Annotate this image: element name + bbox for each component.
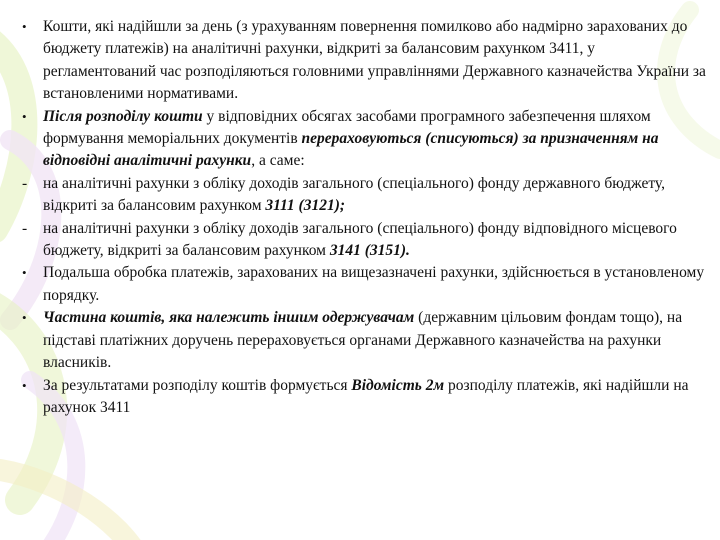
item-text [43, 307, 706, 374]
item-text-part: на аналітичні рахунки з обліку доходів загального (спеціального) фонду державного бюджету, відкриті за балансовим рахунком [43, 174, 665, 215]
item-text [43, 173, 706, 218]
dash-marker: - [22, 174, 28, 192]
bullet-marker: • [22, 108, 27, 124]
list-item [22, 307, 706, 374]
emphasis-text: Частина коштів, яка належить іншим одержувачам [43, 309, 415, 327]
account-number: 3141 (3151). [329, 242, 410, 260]
item-text: Кошти, які надійшли за день (з урахуванням повернення помилково або надмірно зарахованих до бюджету платежів) на аналітичні рахунки, відкриті за балансовим рахунком 3411, у регламентований час розподіляються головними управліннями Державного казначейства України за встановленими нормативами. [43, 18, 706, 103]
bullet-marker: • [22, 310, 27, 326]
item-text-part: у відповідних обсягах засобами програмного забезпечення шляхом формування меморіальних документів [43, 107, 651, 148]
item-text-part: розподілу платежів, які надійшли на рахунок 3411 [43, 376, 689, 416]
bullet-marker: • [22, 377, 27, 393]
item-text: Подальша обробка платежів, зарахованих на вищезазначені рахунки, здійснюється в установленому порядку. [43, 264, 705, 304]
account-number: 3111 (3121); [265, 197, 346, 215]
emphasis-text: Відомість 2м [351, 376, 445, 394]
list-item [22, 218, 706, 263]
list-item [22, 16, 706, 106]
item-text [43, 218, 706, 263]
dash-marker: - [22, 219, 28, 237]
emphasis-text: перераховуються (списуються) за призначенням на відповідні аналітичні рахунки [43, 130, 659, 170]
bullet-list [22, 16, 706, 419]
item-text [43, 375, 706, 420]
bullet-marker: • [22, 19, 27, 34]
emphasis-text: Після розподілу кошти [43, 107, 203, 125]
list-item [22, 106, 706, 173]
item-text-part: , а саме: [251, 152, 305, 170]
item-text-part: на аналітичні рахунки з обліку доходів загального (спеціального) фонду відповідного місцевого бюджету, відкриті за балансовим рахунком [43, 219, 677, 260]
bullet-marker: • [22, 265, 27, 281]
item-text-part: За результатами розподілу коштів формується [43, 376, 352, 394]
list-item [22, 173, 706, 218]
item-text [43, 106, 706, 173]
item-text-part: (державним цільовим фондам тощо), на підставі платіжних доручень перераховується органами Державного казначейства на рахунки власників. [43, 309, 683, 372]
list-item [22, 262, 706, 307]
list-item [22, 375, 706, 420]
